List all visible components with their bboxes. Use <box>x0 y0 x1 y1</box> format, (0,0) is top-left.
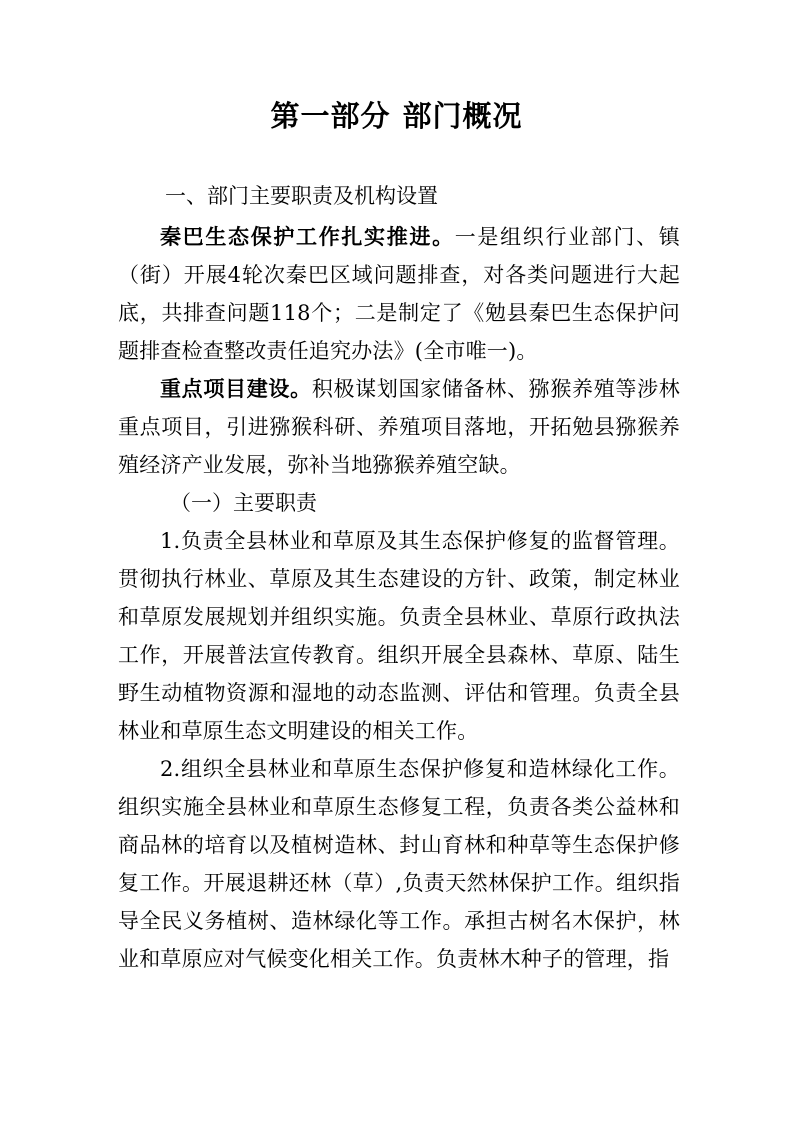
paragraph-lead: 秦巴生态保护工作扎实推进。 <box>160 225 455 249</box>
paragraph-text: 一是组织行业部门、镇（街）开展4轮次秦巴区域问题排查，对各类问题进行大起底，共排查问题118个；二是制定了《勉县秦巴生态保护问题排查检查整改责任追究办法》(全市唯一)。 <box>118 225 680 363</box>
paragraph-lead: 重点项目建设。 <box>160 377 312 401</box>
paragraph-key-projects <box>118 370 680 484</box>
section-heading: 一、部门主要职责及机构设置 <box>165 184 438 208</box>
document-body <box>118 218 680 978</box>
page-title <box>0 96 793 136</box>
title-name: 部门概况 <box>402 99 523 133</box>
title-part: 第一部分 <box>270 99 391 133</box>
duty-item: 2.组织全县林业和草原生态保护修复和造林绿化工作。组织实施全县林业和草原生态修复工程，负责各类公益林和商品林的培育以及植树造林、封山育林和种草等生态保护修复工作。开展退耕还林（草）,负责天然林保护工作。组织指导全民义务植树、造林绿化等工作。承担古树名木保护，林业和草原应对气候变化相关工作。负责林木种子的管理，指 <box>118 757 680 971</box>
paragraph-qinba <box>118 218 680 370</box>
duty-item: 1.负责全县林业和草原及其生态保护修复的监督管理。贯彻执行林业、草原及其生态建设的方针、政策，制定林业和草原发展规划并组织实施。负责全县林业、草原行政执法工作，开展普法宣传教育。组织开展全县森林、草原、陆生野生动植物资源和湿地的动态监测、评估和管理。负责全县林业和草原生态文明建设的相关工作。 <box>118 529 680 743</box>
paragraph-text: 积极谋划国家储备林、猕猴养殖等涉林重点项目，引进猕猴科研、养殖项目落地，开拓勉县猕猴养殖经济产业发展，弥补当地猕猴养殖空缺。 <box>118 377 680 477</box>
subheading-main-duties: （一）主要职责 <box>170 491 317 515</box>
